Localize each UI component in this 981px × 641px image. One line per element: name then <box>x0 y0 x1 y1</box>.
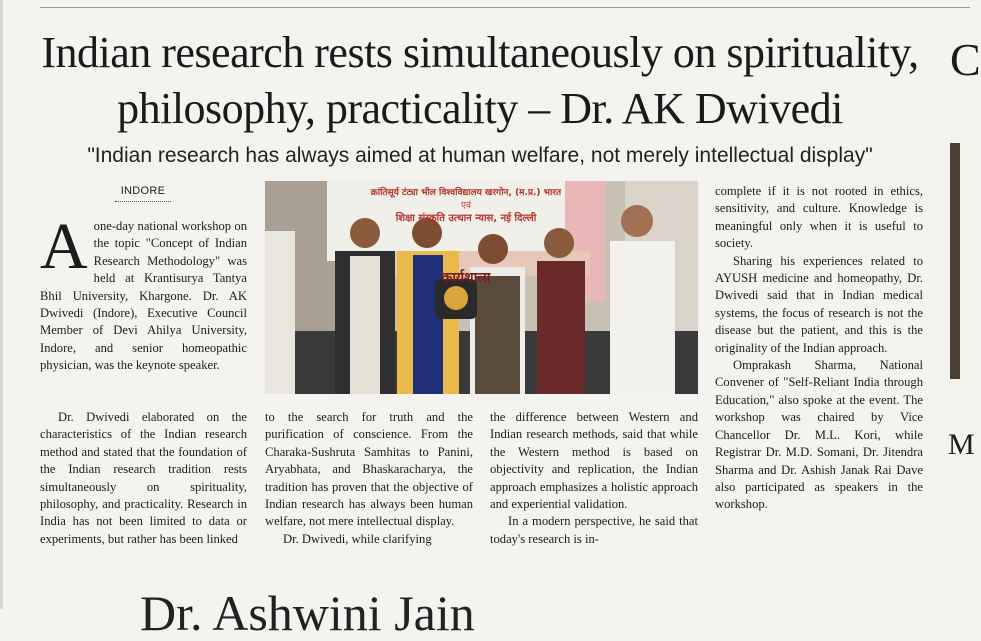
banner-line: कार्यशाला <box>441 270 491 286</box>
article-column-4 <box>715 183 923 514</box>
paragraph-text: one-day national workshop on the topic "Concept of Indian Research Methodology" was held at Krantisurya Tantya Bhil University, Khargone. Dr. AK Dwivedi (Indore), Executive Council Member of Devi Ahilya University, Indore, and senior homeopathic physician, was the keynote speaker. <box>40 219 247 373</box>
headline <box>30 25 930 137</box>
headline-line-2: philosophy, practicality – Dr. AK Dwivedi <box>117 84 843 133</box>
paragraph <box>40 210 247 375</box>
article-column-1 <box>40 210 247 375</box>
article-column-3 <box>490 409 698 548</box>
photo-banner <box>327 187 605 288</box>
paragraph: Omprakash Sharma, National Convener of "Self-Reliant India through Education," also spoke at the event. The workshop was chaired by Vice Chancellor Dr. M.L. Kori, while Registrar Dr. M.D. Somani, Dr. Jitendra Sharma and Dr. Ashish Janak Rai Dave also participated as speakers in the workshop. <box>715 358 923 512</box>
dateline: INDORE <box>115 185 171 202</box>
page-gutter <box>0 0 3 609</box>
adjacent-drop-letter: M <box>948 428 975 461</box>
banner-line: शिक्षा संस्कृति उत्थान न्यास, नई दिल्ली <box>395 213 537 224</box>
drop-cap: A <box>40 210 88 283</box>
paragraph: the difference between Western and Indian research methods, said that while the Western method is based on objectivity and replication, the Indian approach emphasizes a holistic approach and experiential validation. <box>490 410 698 512</box>
event-photo <box>265 181 698 394</box>
paragraph: complete if it is not rooted in ethics, sensitivity, and culture. Knowledge is meaningful only when it is useful to society. <box>715 184 923 251</box>
article-column-1-continued <box>40 409 247 548</box>
paragraph: Sharing his experiences related to AYUSH medicine and homeopathy, Dr. Dwivedi said that in Indian medical systems, the focus of research is not the disease but the patient, and this is the originality of the Indian approach. <box>715 253 923 355</box>
paragraph: Dr. Dwivedi elaborated on the characteristics of the Indian research method and stated that the foundation of the Indian research tradition rests simultaneously on spirituality, philosophy, and practicality. Research in India has not been limited to data or experiments, but rather has been linked <box>40 410 247 546</box>
adjacent-photo <box>950 143 960 379</box>
next-article-headline: Dr. Ashwini Jain <box>140 585 475 641</box>
article-column-2 <box>265 409 473 548</box>
subheadline: "Indian research has always aimed at human welfare, not merely intellectual display" <box>87 144 873 167</box>
adjacent-headline-letter: C <box>950 34 981 85</box>
paragraph: In a modern perspective, he said that today's research is in- <box>490 514 698 546</box>
paragraph: Dr. Dwivedi, while clarifying <box>283 531 432 546</box>
banner-line: एवं <box>461 201 471 211</box>
paragraph: to the search for truth and the purification of conscience. From the Charaka-Sushruta Samhitas to Panini, Aryabhata, and Bhaskaracharya, the tradition has proven that the objective of Indian research has always been human welfare, not mere intellectual display. <box>265 410 473 529</box>
headline-line-1: Indian research rests simultaneously on spirituality, <box>41 28 919 77</box>
top-rule <box>40 7 970 8</box>
banner-line: क्रांतिसूर्य टंट्या भील विश्वविद्यालय खरगोन, (म.प्र.) भारत <box>370 188 562 198</box>
